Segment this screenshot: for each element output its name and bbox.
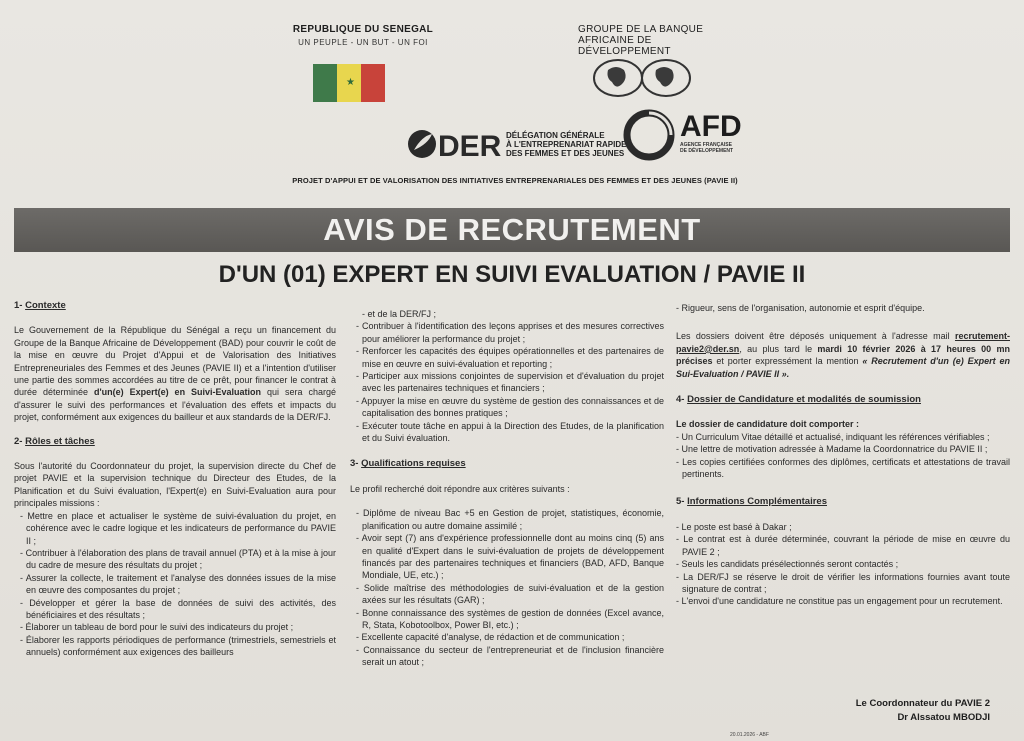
qualifications-list [350,507,664,668]
list-item: - Rigueur, sens de l'organisation, autonomie et esprit d'équipe. [676,303,925,313]
afd-name: AFD [680,110,742,143]
afdb-logo [592,58,696,103]
list-item: - Élaborer les rapports périodiques de performance (trimestriels, semestriels et annuels) conformément aux exigences des bailleurs [20,634,336,658]
senegal-flag: ★ [313,64,385,102]
header-right [578,24,738,57]
list-item: - Participer aux missions conjointes de supervision et d'évaluation du projet avec les partenaires techniques et financiers ; [356,371,664,394]
signature-name: Dr Alssatou MBODJI [897,712,990,723]
list-item: - Un Curriculum Vitae détaillé et actualisé, indiquant les références vérifiables ; [676,431,990,442]
der-line3: DES FEMMES ET DES JEUNES [506,149,625,158]
republic-motto: UN PEUPLE - UN BUT - UN FOI [298,38,428,47]
svg-text:DER: DER [438,130,502,162]
der-full-name [506,131,626,158]
section-heading: 5- Informations Complémentaires [676,496,827,508]
list-item: - Une lettre de motivation adressée à Madame la Coordonnatrice du PAVIE II ; [676,444,988,455]
der-line1: DÉLÉGATION GÉNÉRALE [506,131,605,140]
section-heading: 4- Dossier de Candidature et modalités de soumission [676,394,921,406]
list-item: - Contribuer à l'élaboration des plans de travail annuel (PTA) et à la mise à jour du cadre de mesure des résultats du projet ; [20,547,336,571]
list-item: - Mettre en place et actualiser le système de suivi-évaluation du projet, en cohérence avec le cadre logique et les indicateurs de performance du PAVIE II ; [20,510,336,546]
list-item: - Élaborer un tableau de bord pour le suivi des indicateurs du projet ; [20,622,294,633]
list-item: - et de la DER/FJ ; [362,309,437,319]
section-heading: 1- Contexte [14,300,66,311]
dossier-intro: Le dossier de candidature doit comporter : [676,419,860,430]
list-item: - Bonne connaissance des systèmes de gestion de données (Excel avance, R, Stata, Kobotoolbox, Power BI, etc.) ; [356,607,664,630]
list-item: - Excellente capacité d'analyse, de rédaction et de communication ; [356,632,625,643]
republic-title: REPUBLIQUE DU SENEGAL [292,24,434,35]
signature-title: Le Coordonnateur du PAVIE 2 [855,698,990,709]
afd-sub1: AGENCE FRANÇAISE [680,142,732,148]
afd-logo [622,108,676,167]
list-item: - Développer et gérer la base de données de suivi des activités, des bénéficiaires et des résultats ; [20,597,336,620]
list-item: - Exécuter toute tâche en appui à la Direction des Etudes, de la planification et du Suivi évaluation. [356,420,664,444]
der-logo [406,126,504,167]
qualifications-intro: Le profil recherché doit répondre aux critères suivants : [350,483,570,494]
list-item: - Seuls les candidats présélectionnés seront contactés ; [676,559,899,570]
list-item: - Le poste est basé à Dakar ; [676,521,792,532]
list-item: - La DER/FJ se réserve le droit de vérifier les informations fournies avant toute signature de contrat ; [676,571,1010,594]
list-item: - Assurer la collecte, le traitement et l'analyse des données issues de la mise en œuvre des composantes du projet ; [20,572,336,596]
afd-subtitle [680,142,733,154]
info-list [676,521,1010,608]
notice-subtitle: D'UN (01) EXPERT EN SUIVI EVALUATION / PAVIE II [218,261,806,288]
roles-intro: Sous l'autorité du Coordonnateur du projet, la supervision directe du Chef de projet PAVIE et la supervision technique du Directeur des Etudes, de la Planification et du Suivi évaluation, l'Expert(e) en Suivi-Evaluation aura pour principales missions : [14,461,336,509]
header-left [268,24,458,47]
project-title: PROJET D'APPUI ET DE VALORISATION DES INITIATIVES ENTREPRENARIALES DES FEMMES ET DES JEUNES (PAVIE II) [292,176,738,185]
list-item: - Connaissance du secteur de l'entrepreneuriat et de l'inclusion financière serait un atout ; [356,644,664,668]
list-item: - Avoir sept (7) ans d'expérience professionnelle dont au moins cinq (5) ans en qualité d'Expert dans le suivi-évaluation de projets de développement financés par des partenaires techniques et financiers (BAD, AFD, Banque Mondiale, UE, etc.) ; [356,533,664,581]
list-item: - Solide maîtrise des méthodologies de suivi-évaluation et de la gestion axées sur les résultats (GAR) ; [356,582,664,606]
notice-title: AVIS DE RECRUTEMENT [323,212,701,247]
roles-list-continued [350,320,664,444]
context-paragraph: Le Gouvernement de la République du Sénégal a reçu un financement du Groupe de la Banque Africaine de Développement (BAD) pour couvrir le coût de la mise en œuvre du Projet d'Appui et de Valorisation des Initiatives Entrepreneuriales des Femmes et des Jeunes (PAVIE II) et a l'intention d'utiliser une partie des sommes accordées au titre de ce prêt, pour financer le contrat à durée déterminée d'un(e) Expert(e) en Suivi-Evaluation qui sera chargé d'assurer le suivi des performances et l'évaluation des effets et impacts du projet, conformément aux exigences du bailleur et aux standards de la DER/FJ. [14,325,336,423]
list-item: - Diplôme de niveau Bac +5 en Gestion de projet, statistiques, économie, planification ou autre domaine assimilé ; [356,508,664,531]
deposit-instructions: Les dossiers doivent être déposés uniquement à l'adresse mail recrutement-pavie2@der.sn, au plus tard le mardi 10 février 2026 à 17 heures 00 mn précises et porter expressément la mention « Recrutement d'un (e) Expert en Sui-Evaluation / PAVIE II ». [676,331,1010,379]
afdb-line1: GROUPE DE LA BANQUE [578,24,704,35]
list-item: - Appuyer la mise en œuvre du système de gestion des connaissances et de capitalisation des bonnes pratiques ; [356,395,664,419]
afd-sub2: DE DÉVELOPPEMENT [680,148,734,154]
list-item: - Renforcer les capacités des équipes opérationnelles et des partenaires de mise en œuvre en suivi-évaluation et reporting ; [356,346,664,369]
roles-list [14,510,336,659]
list-item: - Contribuer à l'identification des leçons apprises et des mesures correctives pour améliorer la performance du projet ; [356,321,664,344]
der-line2: À L'ENTREPRENARIAT RAPIDE [506,140,627,149]
afdb-line2: AFRICAINE DE DÉVELOPPEMENT [578,35,671,57]
column-1 [14,300,336,659]
list-item: - Le contrat est à durée déterminée, couvrant la période de mise en œuvre du PAVIE 2 ; [676,534,1010,557]
print-stamp: 20.01.2026 - ABF [730,732,769,738]
section-heading: 3- Qualifications requises [350,458,466,470]
dossier-list [676,431,1010,481]
column-2 [350,308,664,669]
list-item: - Les copies certifiées conformes des diplômes, certificats et attestations de travail pertinents. [676,456,1010,480]
section-heading: 2- Rôles et tâches [14,435,95,447]
column-3 [676,302,1010,608]
list-item: - L'envoi d'une candidature ne constitue pas un engagement pour un recrutement. [676,596,1003,607]
